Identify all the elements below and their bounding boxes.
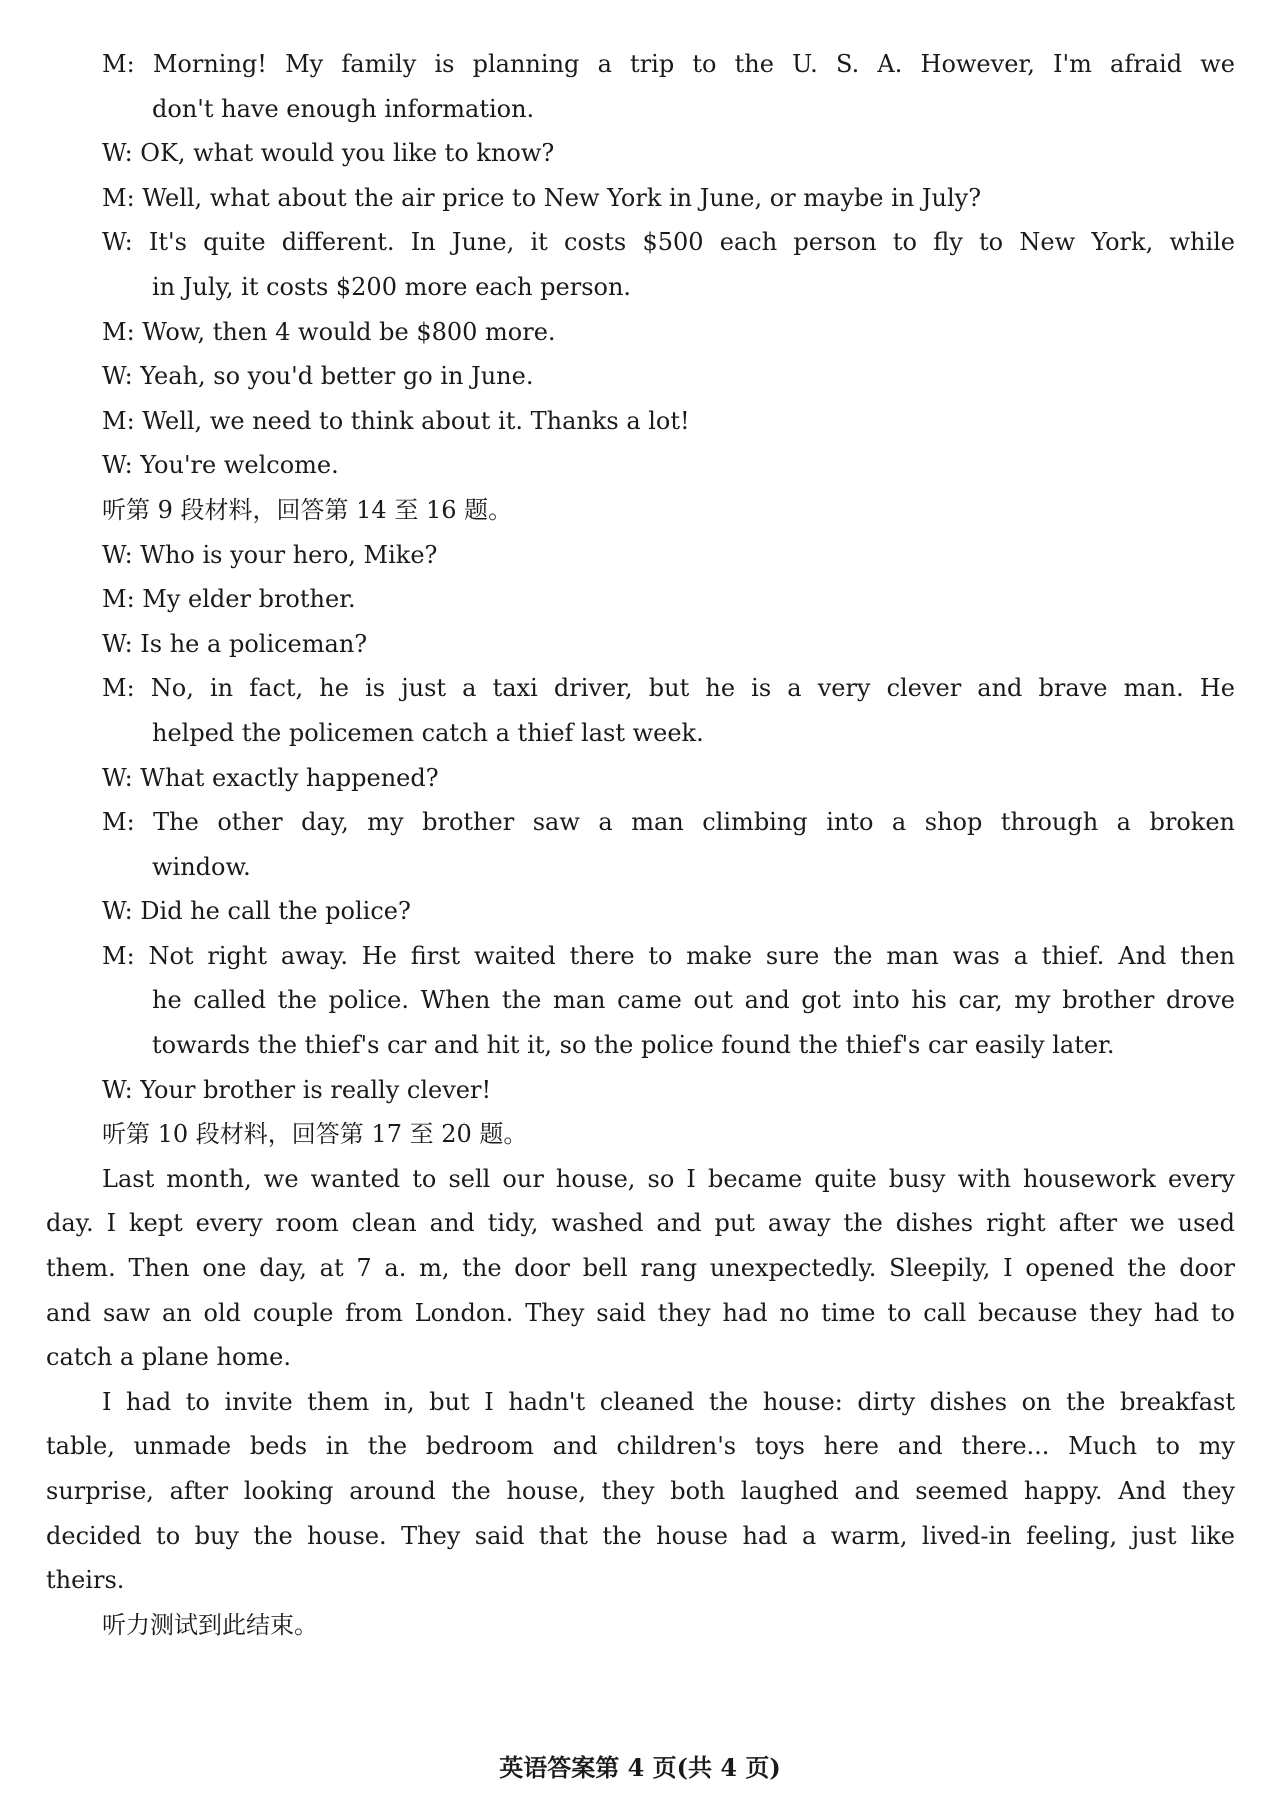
passage-line: decided to buy the house. They said that the house had a warm, lived-in feeling, just like (46, 1521, 1235, 1550)
passage-line: catch a plane home. (46, 1343, 291, 1372)
dialogue-line: W: It's quite different. In June, it costs $500 each person to fly to New York, while (102, 228, 1235, 257)
section-heading: 听第 9 段材料，回答第 14 至 16 题。 (102, 495, 513, 524)
passage-line: day. I kept every room clean and tidy, washed and put away the dishes right after we used (46, 1209, 1235, 1238)
passage-line: table, unmade beds in the bedroom and children's toys here and there... Much to my (46, 1432, 1235, 1461)
dialogue-line: he called the police. When the man came out and got into his car, my brother drove (152, 986, 1235, 1015)
dialogue-line: W: You're welcome. (102, 451, 339, 480)
dialogue-line: M: My elder brother. (102, 585, 356, 614)
section-heading: 听第 10 段材料，回答第 17 至 20 题。 (102, 1120, 528, 1149)
passage-line: surprise, after looking around the house, they both laughed and seemed happy. And they (46, 1477, 1235, 1505)
page-footer: 英语答案第 4 页(共 4 页) (499, 1753, 781, 1782)
dialogue-line: W: Is he a policeman? (102, 629, 368, 658)
dialogue-line: W: Who is your hero, Mike? (102, 540, 438, 569)
closing-line: 听力测试到此结束。 (102, 1610, 318, 1639)
passage-line: them. Then one day, at 7 a. m, the door bell rang unexpectedly. Sleepily, I opened the door (46, 1254, 1235, 1283)
dialogue-line: M: Morning! My family is planning a trip to the U. S. A. However, I'm afraid we (102, 50, 1235, 78)
dialogue-line: in July, it costs $200 more each person. (152, 272, 632, 301)
dialogue-line: towards the thief's car and hit it, so the police found the thief's car easily later. (152, 1031, 1115, 1060)
passage-line: Last month, we wanted to sell our house, so I became quite busy with housework every (102, 1164, 1235, 1193)
dialogue-line: W: Yeah, so you'd better go in June. (102, 362, 534, 391)
dialogue-line: M: Not right away. He first waited there to make sure the man was a thief. And then (102, 941, 1235, 970)
dialogue-line: M: Well, what about the air price to New York in June, or maybe in July? (102, 183, 982, 212)
dialogue-line: M: The other day, my brother saw a man climbing into a shop through a broken (102, 808, 1235, 837)
dialogue-line: W: What exactly happened? (102, 763, 439, 792)
dialogue-line: window. (152, 852, 251, 881)
passage-line: and saw an old couple from London. They said they had no time to call because they had to (46, 1298, 1235, 1327)
dialogue-line: M: No, in fact, he is just a taxi driver, but he is a very clever and brave man. He (102, 674, 1235, 703)
dialogue-line: W: Your brother is really clever! (102, 1075, 492, 1104)
passage-line: theirs. (46, 1566, 125, 1595)
passage-line: I had to invite them in, but I hadn't cleaned the house: dirty dishes on the breakfast (102, 1387, 1235, 1416)
dialogue-line: helped the policemen catch a thief last week. (152, 718, 704, 747)
dialogue-line: W: Did he call the police? (102, 897, 411, 926)
dialogue-line: don't have enough information. (152, 94, 535, 123)
dialogue-line: W: OK, what would you like to know? (102, 139, 555, 168)
dialogue-line: M: Well, we need to think about it. Thanks a lot! (102, 406, 690, 435)
dialogue-line: M: Wow, then 4 would be $800 more. (102, 317, 556, 346)
